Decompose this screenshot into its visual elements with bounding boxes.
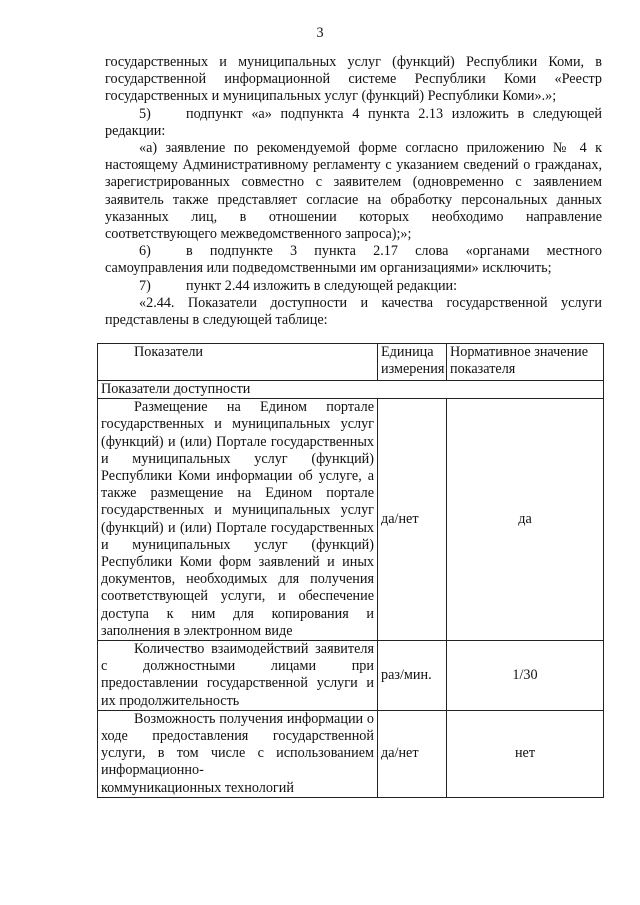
list-item-text: пункт 2.44 изложить в следующей редакции:: [186, 277, 458, 294]
list-item-number: 5): [139, 105, 151, 122]
indicator-name-text: Возможность получения информации о ходе предоставления государственной услуги, в том числе с использованием информационно-: [101, 710, 374, 779]
quoted-subitem-a: «а) заявление по рекомендуемой форме согласно приложению № 4 к настоящему Административному регламенту с указанием сведений о гражданах, зарегистрированных совместно с заявителем (одновременно с заявлением заявитель также представляет согласие на обработку персональных данных указанных лиц, в отношении которых необходимо направление соответствующего межведомственного запроса);»;: [105, 140, 602, 243]
paragraph-continuation: государственных и муниципальных услуг (функций) Республики Коми, в государственной информационной системе Республики Коми «Реестр государственных и муниципальных услуг (функций) Республики Коми».»;: [105, 54, 602, 105]
header-norm-value: Нормативное значение показателя: [447, 344, 604, 381]
list-item-7: [105, 278, 602, 295]
section-availability: Показатели доступности: [98, 381, 604, 399]
paragraph-2-44: «2.44. Показатели доступности и качества государственной услуги представлены в следующей таблице:: [105, 294, 602, 329]
header-unit: Единица измерения: [378, 344, 447, 381]
indicator-unit: да/нет: [378, 399, 447, 641]
indicator-name: [98, 641, 378, 711]
list-item-text: подпункт «а» подпункта 4 пункта 2.13 изложить в следующей редакции:: [105, 105, 602, 139]
indicator-name-text: Количество взаимодействий заявителя с должностными лицами при предоставлении государственной услуги и: [101, 641, 374, 692]
list-item-number: 6): [139, 243, 151, 260]
indicator-unit: да/нет: [378, 710, 447, 797]
table-row: [98, 641, 604, 711]
page-number: 3: [316, 25, 324, 41]
table-row: [98, 710, 604, 797]
indicator-name-last-line: коммуникационных технологий: [101, 779, 294, 796]
indicator-name-text: Размещение на Едином портале государственных и муниципальных услуг (функций) и (или) Портале государственных и муниципальных услуг (функций) Республики Коми информации об услуге, а также размещение на Едином портале государственных и муниципальных услуг (функций) и (или) Портале государственных и муниципальных услуг (функций) Республики Коми форм заявлений и иных документов, необходимых для получения соответствующей услуги, и обеспечение доступа к ним для копирования и: [101, 399, 374, 622]
list-item-text: в подпункте 3 пункта 2.17 слова «органами местного самоуправления или подведомственными им организациями» исключить;: [105, 243, 602, 277]
table-section-row: [98, 381, 604, 399]
table-header-row: [98, 344, 604, 381]
list-item-5: [105, 106, 602, 140]
list-item-6: [105, 243, 602, 277]
table-row: [98, 399, 604, 641]
header-indicators: Показатели: [98, 344, 378, 381]
indicator-norm: 1/30: [447, 641, 604, 711]
indicator-name: [98, 710, 378, 797]
indicator-unit: раз/мин.: [378, 641, 447, 711]
indicator-norm: нет: [447, 710, 604, 797]
indicator-name-last-line: заполнения в электронном виде: [101, 622, 293, 639]
indicators-table: [97, 343, 604, 798]
document-body: [105, 54, 602, 329]
indicator-name: [98, 399, 378, 641]
indicator-norm: да: [447, 399, 604, 641]
list-item-number: 7): [139, 277, 151, 294]
indicator-name-last-line: их продолжительность: [101, 692, 240, 709]
